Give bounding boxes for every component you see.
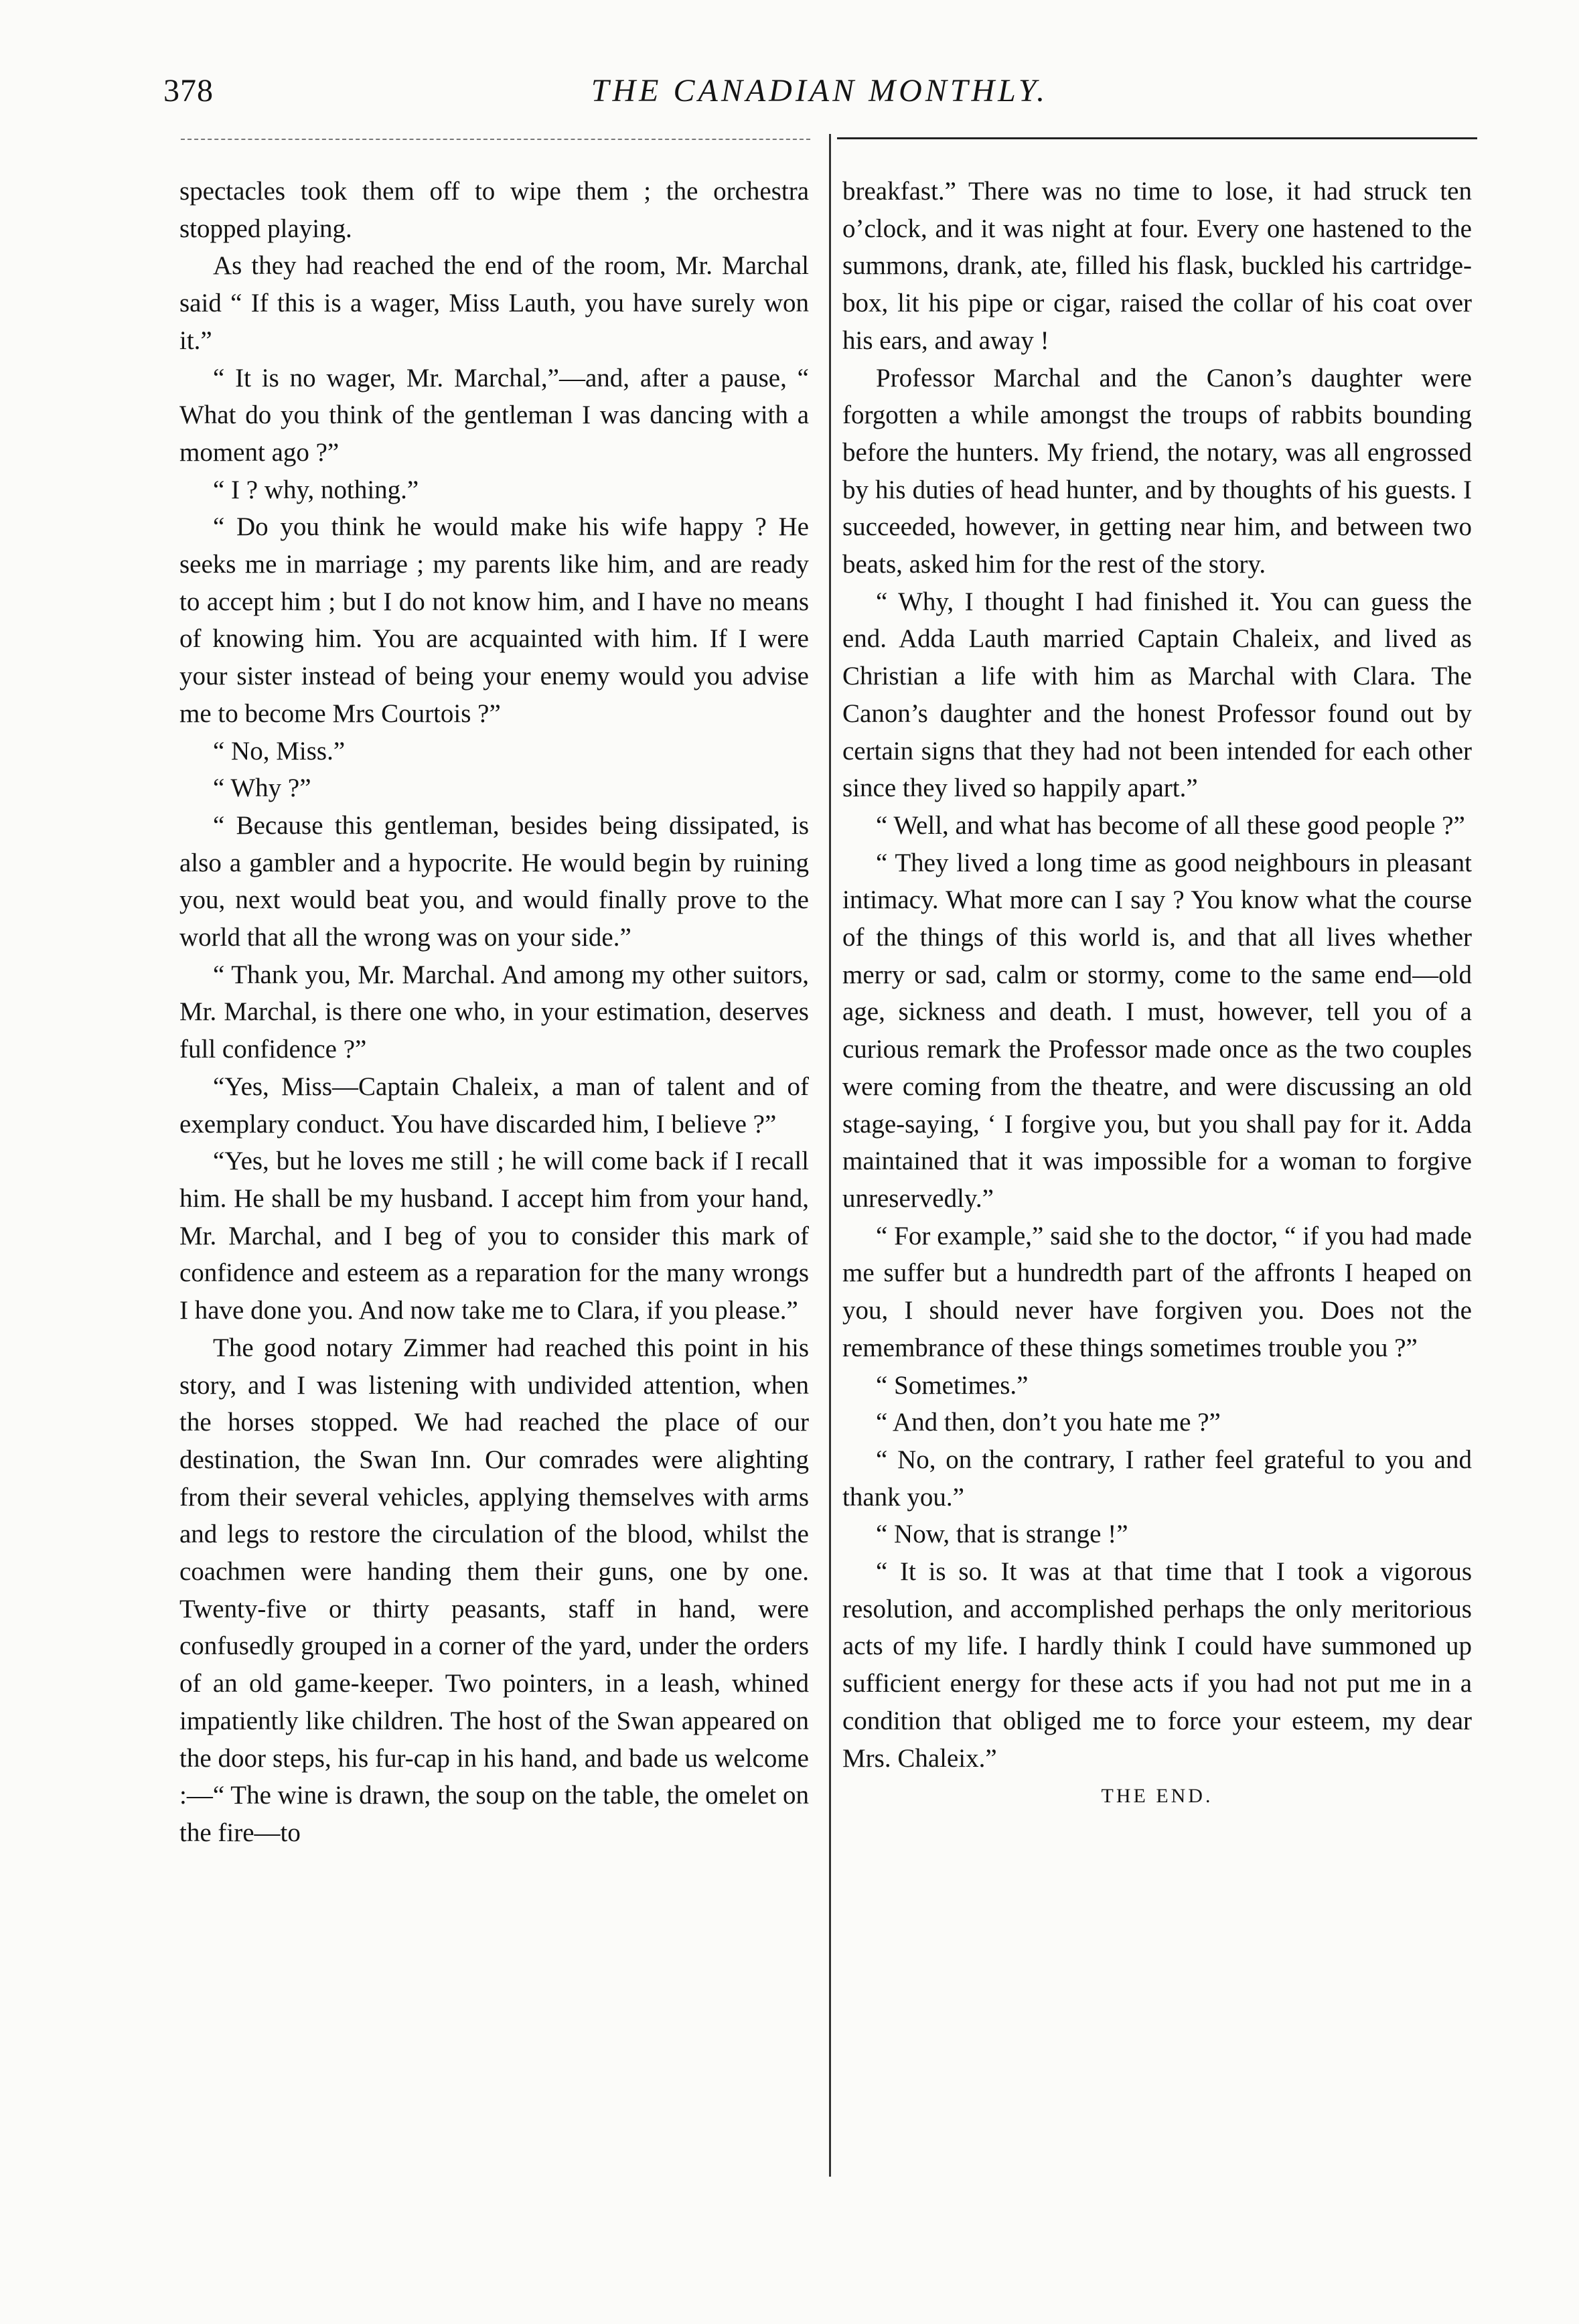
paragraph: “ Sometimes.”: [876, 1370, 1029, 1400]
paragraph: “ No, Miss.”: [213, 736, 346, 766]
paragraph: spectacles took them off to wipe them ; the orchestra stopped playing.: [179, 177, 809, 243]
running-header: [163, 72, 1476, 133]
paragraph: “ It is no wager, Mr. Marchal,”—and, after a pause, “ What do you think of the gentleman I was dancing with a moment ago ?”: [179, 363, 809, 467]
paragraph: “ And then, don’t you hate me ?”: [876, 1408, 1221, 1437]
running-title: THE CANADIAN MONTHLY.: [591, 73, 1049, 108]
the-end: THE END.: [1101, 1785, 1213, 1808]
page-number: 378: [163, 73, 214, 108]
paragraph: “Yes, Miss—Captain Chaleix, a man of talent and of exemplary conduct. You have discarded him, I believe ?”: [179, 1072, 809, 1139]
paragraph: breakfast.” There was no time to lose, it had struck ten o’clock, and it was night at four. Every one hastened to the summons, drank, ate, filled his flask, buckled his cartridge-box, lit his pipe or cigar, raised the collar of his coat over his ears, and away !: [842, 177, 1472, 355]
left-column: [179, 173, 809, 1852]
paragraph: “ For example,” said she to the doctor, “ if you had made me suffer but a hundredth part of the affronts I heaped on you, I should never have forgiven you. Does not the remembrance of these things sometimes trouble you ?”: [842, 1221, 1472, 1362]
paragraph: The good notary Zimmer had reached this point in his story, and I was listening with undivided attention, when the horses stopped. We had reached the place of our destination, the Swan Inn. Our comrades were alighting from their several vehicles, applying themselves with arms and legs to restore the circulation of the blood, whilst the coachmen were handing them their guns, one by one. Twenty-five or thirty peasants, staff in hand, were confusedly grouped in a corner of the yard, under the orders of an old game-keeper. Two pointers, in a leash, whined impatiently like children. The host of the Swan appeared on the door steps, his fur-cap in his hand, and bade us welcome :—“ The wine is drawn, the soup on the table, the omelet on the fire—to: [179, 1333, 809, 1847]
paragraph: “Yes, but he loves me still ; he will come back if I recall him. He shall be my husband. I accept him from your hand, Mr. Marchal, and I beg of you to consider this mark of confidence and esteem as a reparation for the many wrongs I have done you. And now take me to Clara, if you please.”: [179, 1147, 809, 1325]
right-column: [842, 173, 1472, 1813]
paragraph: “ Well, and what has become of all these good people ?”: [876, 810, 1465, 840]
paragraph: Professor Marchal and the Canon’s daughter were forgotten a while amongst the troups of rabbits bounding before the hunters. My friend, the notary, was all engrossed by his duties of head hunter, and by thoughts of his guests. I succeeded, however, in getting near him, and between two beats, asked him for the rest of the story.: [842, 363, 1472, 579]
paragraph: “ Why, I thought I had finished it. You can guess the end. Adda Lauth married Captain Chaleix, and lived as Christian a life with him as Marchal with Clara. The Canon’s daughter and the honest Professor found out by certain signs that they had not been intended for each other since they lived so happily apart.”: [842, 587, 1472, 803]
paragraph: “ Because this gentleman, besides being dissipated, is also a gambler and a hypocrite. He would begin by ruining you, next would beat you, and would finally prove to the world that all the wrong was on your side.”: [179, 810, 809, 952]
header-rule-left: [181, 139, 810, 140]
column-divider: [829, 134, 831, 2177]
paragraph: “ Now, that is strange !”: [876, 1520, 1128, 1549]
paragraph: As they had reached the end of the room, Mr. Marchal said “ If this is a wager, Miss Lauth, you have surely won it.”: [179, 251, 809, 355]
paragraph: “ Why ?”: [213, 774, 311, 803]
paragraph: “ I ? why, nothing.”: [213, 475, 419, 504]
header-rule-right: [837, 137, 1477, 139]
paragraph: “ They lived a long time as good neighbours in pleasant intimacy. What more can I say ? You know what the course of the things of this world is, and that all lives whether merry or sad, calm or stormy, come to the same end—old age, sickness and death. I must, however, tell you of a curious remark the Professor made once as the two couples were coming from the theatre, and were discussing an old stage-saying, ‘ I forgive you, but you shall pay for it. Adda maintained that it was impossible for a woman to forgive unreservedly.”: [842, 848, 1472, 1213]
paragraph: “ Thank you, Mr. Marchal. And among my other suitors, Mr. Marchal, is there one who, in your estimation, deserves full confidence ?”: [179, 960, 809, 1064]
paragraph: “ Do you think he would make his wife happy ? He seeks me in marriage ; my parents like him, and are ready to accept him ; but I do not know him, and I have no means of knowing him. You are acquainted with him. If I were your sister instead of being your enemy would you advise me to become Mrs Courtois ?”: [179, 512, 809, 728]
paragraph: “ No, on the contrary, I rather feel grateful to you and thank you.”: [842, 1445, 1472, 1512]
paragraph: “ It is so. It was at that time that I took a vigorous resolution, and accomplished perhaps the only meritorious acts of my life. I hardly think I could have summoned up sufficient energy for these acts if you had not put me in a condition that obliged me to force your esteem, my dear Mrs. Chaleix.”: [842, 1557, 1472, 1773]
